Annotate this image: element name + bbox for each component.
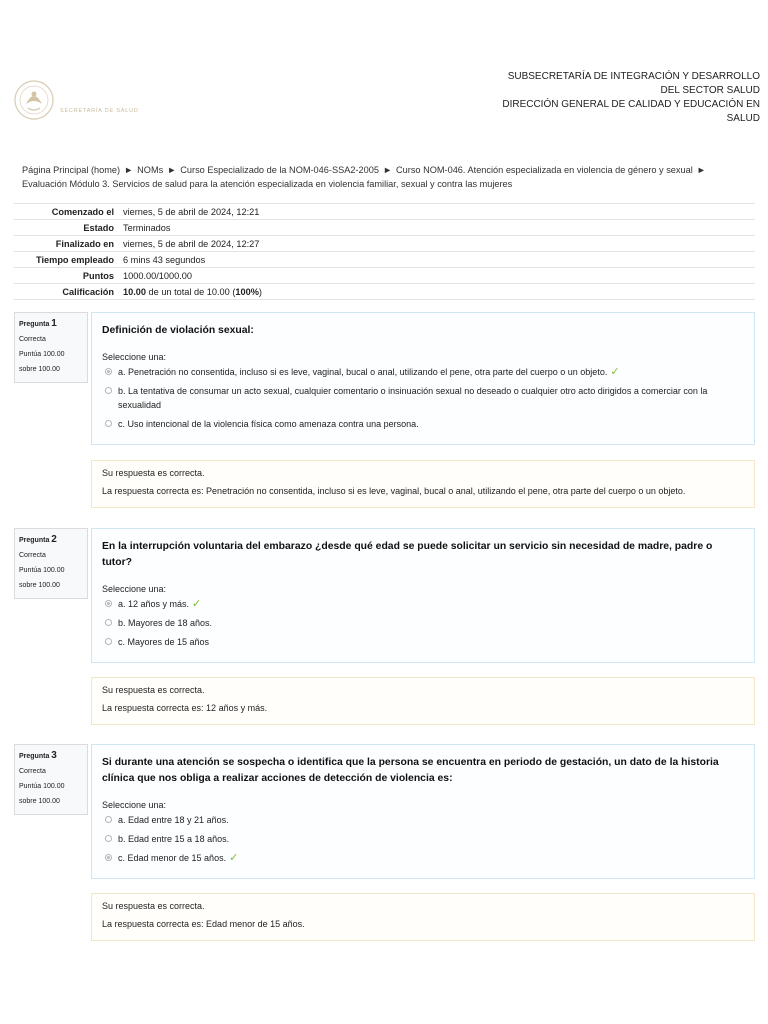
summary-value: 1000.00/1000.00 [123, 270, 192, 281]
checkmark-icon: ✓ [610, 366, 620, 378]
grade-percent: 100% [235, 286, 259, 297]
question-grade: Puntúa 100.00 [19, 783, 65, 790]
answer-option[interactable] [102, 616, 744, 630]
question-text: En la interrupción voluntaria del embarazo ¿desde qué edad se puede solicitar un servicio sin necesidad de madre, padre o tutor? [102, 541, 713, 568]
grade-number: 10.00 [123, 286, 146, 297]
answer-options [102, 813, 744, 865]
dept-line: DIRECCIÓN GENERAL DE CALIDAD Y EDUCACIÓN EN [502, 99, 760, 110]
summary-grade-value [120, 284, 755, 300]
feedback-status: Su respuesta es correcta. [102, 468, 205, 478]
question-feedback [91, 893, 755, 941]
summary-row [14, 284, 755, 300]
question-label: Pregunta [19, 753, 50, 760]
question-number-value: 3 [51, 750, 57, 761]
checkmark-icon: ✓ [192, 598, 202, 610]
feedback-status: Su respuesta es correcta. [102, 901, 205, 911]
answer-options [102, 365, 744, 431]
question-number [19, 748, 83, 764]
breadcrumb [22, 163, 747, 191]
logo-text: SECRETARÍA DE SALUD [60, 108, 139, 114]
answer-option[interactable] [102, 851, 744, 865]
radio-button[interactable] [105, 816, 112, 823]
summary-label: Puntos [82, 270, 114, 281]
department-title [460, 70, 760, 126]
radio-button[interactable] [105, 368, 112, 375]
breadcrumb-noms-link[interactable]: NOMs [137, 165, 164, 175]
radio-button[interactable] [105, 854, 112, 861]
question-formulation [91, 744, 755, 879]
question-grade: sobre 100.00 [19, 798, 60, 805]
coat-of-arms-logo [10, 78, 58, 122]
summary-row [14, 220, 755, 236]
question-state: Correcta [19, 552, 46, 559]
radio-button[interactable] [105, 619, 112, 626]
summary-label: Comenzado el [51, 206, 114, 217]
breadcrumb-separator-icon: ► [382, 165, 393, 175]
feedback-correct-answer: La respuesta correcta es: 12 años y más. [102, 703, 268, 713]
radio-button[interactable] [105, 600, 112, 607]
breadcrumb-subcourse-link[interactable]: Curso NOM-046. Atención especializada en violencia de género y sexual [396, 165, 693, 175]
breadcrumb-home-link[interactable]: Página Principal (home) [22, 165, 121, 175]
answer-prompt: Seleccione una: [102, 352, 167, 362]
option-label: b. Edad entre 15 a 18 años. [118, 834, 230, 844]
question-feedback [91, 677, 755, 725]
question-grade: Puntúa 100.00 [19, 567, 65, 574]
answer-option[interactable] [102, 384, 744, 412]
grade-middle: de un total de 10.00 ( [146, 286, 236, 297]
summary-label: Tiempo empleado [36, 254, 114, 265]
answer-option[interactable] [102, 832, 744, 846]
question-grade: Puntúa 100.00 [19, 351, 65, 358]
checkmark-icon: ✓ [229, 852, 239, 864]
dept-line: DEL SECTOR SALUD [660, 85, 760, 96]
feedback-correct-answer: La respuesta correcta es: Penetración no consentida, incluso si es leve, vaginal, bucal o anal, utilizando el pene, otra parte del cuerpo o un objeto. [102, 486, 686, 496]
option-label: c. Edad menor de 15 años. [118, 853, 227, 863]
question-label: Pregunta [19, 537, 50, 544]
answer-option[interactable] [102, 365, 744, 379]
answer-options [102, 597, 744, 649]
feedback-status: Su respuesta es correcta. [102, 685, 205, 695]
summary-row [14, 252, 755, 268]
summary-value: 6 mins 43 segundos [123, 254, 206, 265]
question-state: Correcta [19, 336, 46, 343]
question-info [14, 744, 88, 815]
dept-line: SALUD [726, 113, 760, 124]
answer-prompt: Seleccione una: [102, 800, 167, 810]
summary-row [14, 236, 755, 252]
summary-row [14, 204, 755, 220]
answer-option[interactable] [102, 597, 744, 611]
question-text: Definición de violación sexual: [102, 325, 254, 336]
feedback-correct-answer: La respuesta correcta es: Edad menor de 15 años. [102, 919, 305, 929]
grade-end: ) [258, 286, 262, 297]
summary-label: Estado [83, 222, 114, 233]
radio-button[interactable] [105, 420, 112, 427]
answer-option[interactable] [102, 813, 744, 827]
attempt-summary-table [14, 203, 755, 300]
question-state: Correcta [19, 768, 46, 775]
summary-value: viernes, 5 de abril de 2024, 12:27 [123, 238, 260, 249]
breadcrumb-course-link[interactable]: Curso Especializado de la NOM-046-SSA2-2005 [180, 165, 379, 175]
radio-button[interactable] [105, 387, 112, 394]
radio-button[interactable] [105, 638, 112, 645]
summary-label: Calificación [62, 286, 114, 297]
question-info [14, 528, 88, 599]
answer-prompt: Seleccione una: [102, 584, 167, 594]
summary-value: viernes, 5 de abril de 2024, 12:21 [123, 206, 260, 217]
question-number [19, 532, 83, 548]
option-label: a. Penetración no consentida, incluso si es leve, vaginal, bucal o anal, utilizando el pene, otra parte del cuerpo o un objeto. [118, 367, 608, 377]
question-number [19, 316, 83, 332]
answer-option[interactable] [102, 417, 744, 431]
option-label: c. Mayores de 15 años [118, 637, 210, 647]
question-grade: sobre 100.00 [19, 366, 60, 373]
radio-button[interactable] [105, 835, 112, 842]
question-formulation [91, 312, 755, 445]
answer-option[interactable] [102, 635, 744, 649]
question-feedback [91, 460, 755, 508]
question-text: Si durante una atención se sospecha o identifica que la persona se encuentra en periodo de gestación, un dato de la historia clínica que nos obliga a realizar acciones de detección de violencia es: [102, 757, 719, 784]
summary-label: Finalizado en [55, 238, 114, 249]
site-header [0, 70, 768, 130]
question-label: Pregunta [19, 321, 50, 328]
summary-value: Terminados [123, 222, 171, 233]
option-label: b. Mayores de 18 años. [118, 618, 213, 628]
question-formulation [91, 528, 755, 663]
dept-line: SUBSECRETARÍA DE INTEGRACIÓN Y DESARROLLO [507, 71, 760, 82]
breadcrumb-separator-icon: ► [124, 165, 134, 175]
question-info [14, 312, 88, 383]
breadcrumb-separator-icon: ► [696, 165, 706, 175]
question-grade: sobre 100.00 [19, 582, 60, 589]
option-label: c. Uso intencional de la violencia física como amenaza contra una persona. [118, 419, 419, 429]
option-label: a. Edad entre 18 y 21 años. [118, 815, 229, 825]
option-label: b. La tentativa de consumar un acto sexual, cualquier comentario o insinuación sexual no deseado o cualquier otro acto dirigidos a comerciar con la sexualidad [118, 386, 708, 410]
breadcrumb-separator-icon: ► [167, 165, 177, 175]
breadcrumb-quiz-link[interactable]: Evaluación Módulo 3. Servicios de salud para la atención especializada en violencia familiar, sexual y contra las mujeres [22, 179, 513, 189]
question-number-value: 2 [51, 534, 57, 545]
summary-row [14, 268, 755, 284]
question-number-value: 1 [51, 318, 57, 329]
option-label: a. 12 años y más. [118, 599, 190, 609]
